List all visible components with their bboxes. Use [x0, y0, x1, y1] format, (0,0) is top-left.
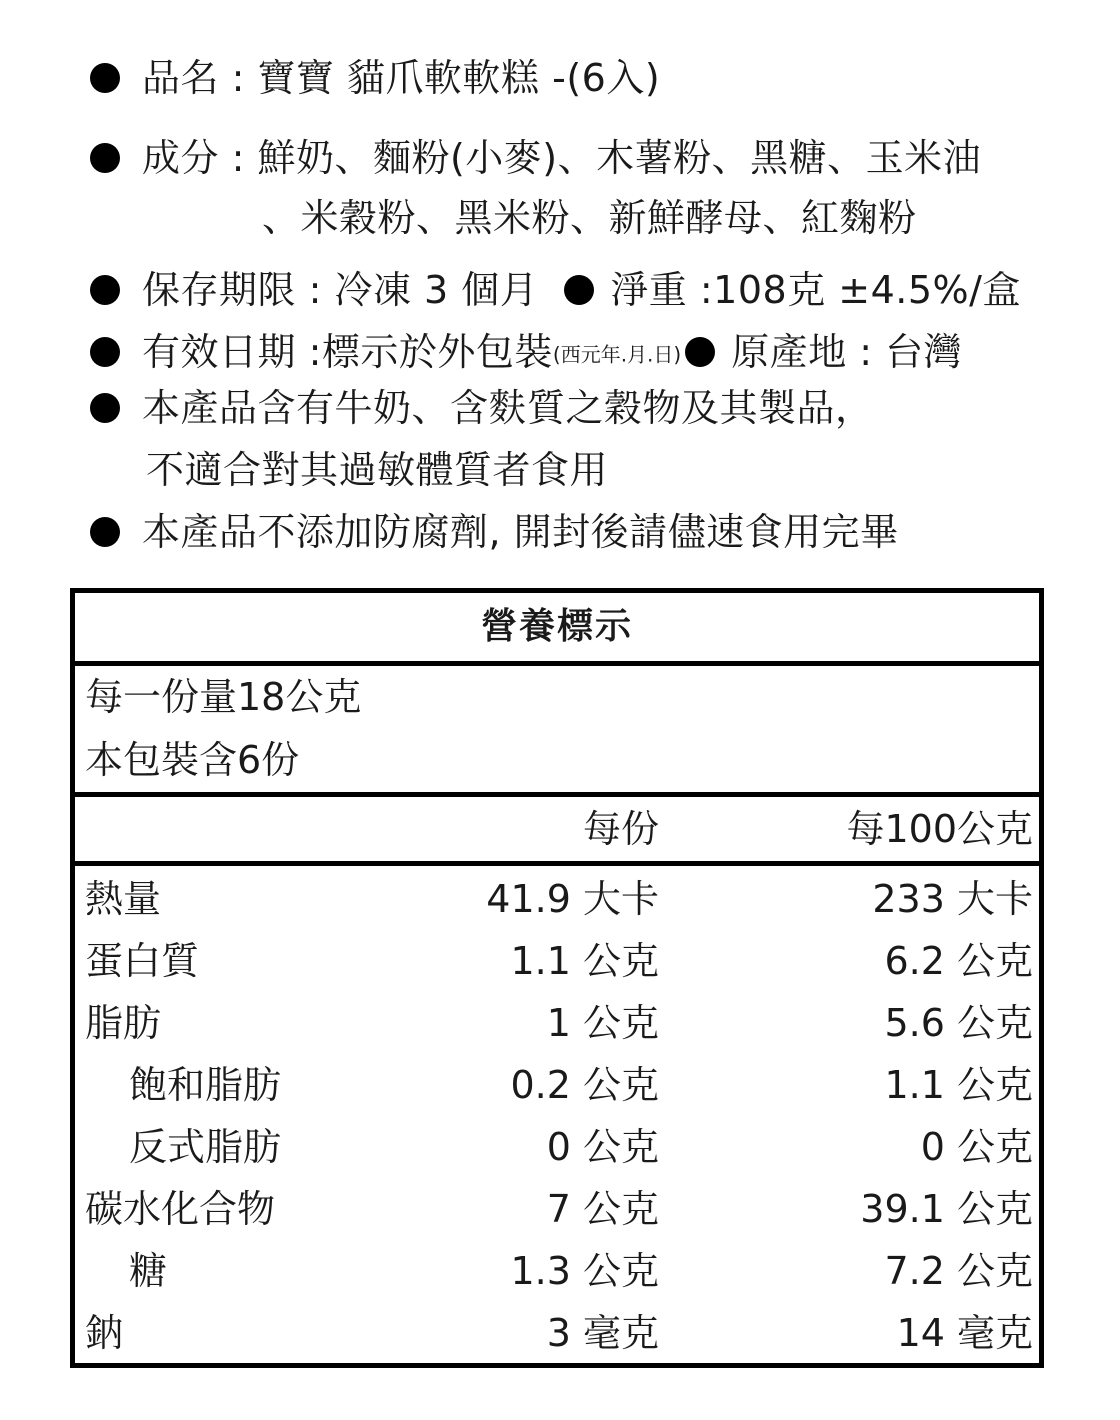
nutrient-per-serving: 0.2 公克	[510, 1063, 659, 1107]
expiry-format-note: (西元年.月.日)	[552, 342, 682, 367]
nutrient-label: 反式脂肪	[129, 1125, 282, 1169]
expiry-line	[90, 328, 962, 379]
ingredients-line-2	[262, 194, 917, 242]
nutrient-label: 脂肪	[85, 1001, 162, 1045]
preservative-text: 本產品不添加防腐劑, 開封後請儘速食用完畢	[142, 510, 899, 554]
nutrient-row-protein	[75, 930, 1039, 992]
product-name: 品名 : 寶寶 貓爪軟軟糕 -(6入)	[142, 56, 661, 100]
nutrient-row-fat	[75, 992, 1039, 1054]
serving-size: 每一份量18公克	[85, 675, 362, 719]
nutrient-per-serving: 41.9 大卡	[486, 877, 659, 921]
nutrient-row-carbohydrate	[75, 1178, 1039, 1240]
ingredients-line-1	[90, 134, 981, 182]
nutrient-per-100g: 1.1 公克	[884, 1063, 1033, 1107]
preservative-line	[90, 508, 899, 556]
serving-info	[75, 666, 1039, 797]
nutrient-label: 碳水化合物	[85, 1187, 276, 1231]
expiry-date: 有效日期 :標示於外包裝	[142, 330, 553, 374]
nutrient-row-trans-fat	[75, 1116, 1039, 1178]
nutrient-per-serving: 1.1 公克	[510, 939, 659, 983]
nutrition-rows	[75, 866, 1039, 1364]
nutrient-per-100g: 6.2 公克	[884, 939, 1033, 983]
column-header-per-100g: 每100公克	[846, 807, 1033, 851]
nutrient-per-100g: 7.2 公克	[884, 1249, 1033, 1293]
origin: 原產地 : 台灣	[731, 330, 963, 374]
nutrition-facts-table	[70, 588, 1044, 1368]
allergen-line-1	[90, 384, 874, 432]
nutrient-per-serving: 0 公克	[546, 1125, 659, 1169]
nutrient-row-sugar	[75, 1240, 1039, 1302]
nutrient-per-100g: 0 公克	[920, 1125, 1033, 1169]
nutrient-per-serving: 1 公克	[546, 1001, 659, 1045]
nutrient-label: 糖	[129, 1249, 168, 1293]
nutrient-label: 鈉	[85, 1311, 124, 1355]
shelf-life-line	[90, 266, 1021, 314]
nutrient-row-sodium	[75, 1302, 1039, 1364]
bullet-icon	[564, 275, 594, 305]
net-weight: 淨重 :108克 ±4.5%/盒	[610, 268, 1021, 312]
nutrient-label: 飽和脂肪	[129, 1063, 282, 1107]
ingredients-text-2: 、米穀粉、黑米粉、新鮮酵母、紅麴粉	[262, 196, 917, 240]
bullet-icon	[90, 517, 120, 547]
nutrient-per-100g: 233 大卡	[872, 877, 1033, 921]
bullet-icon	[685, 337, 715, 367]
nutrient-per-serving: 3 毫克	[546, 1311, 659, 1355]
nutrient-label: 熱量	[85, 877, 162, 921]
nutrition-title: 營養標示	[75, 593, 1039, 666]
allergen-line-2	[146, 446, 608, 494]
column-header-row	[75, 797, 1039, 866]
nutrient-per-100g: 14 毫克	[896, 1311, 1033, 1355]
nutrient-label: 蛋白質	[85, 939, 200, 983]
nutrient-per-100g: 39.1 公克	[860, 1187, 1033, 1231]
column-header-per-serving: 每份	[582, 807, 659, 851]
shelf-life: 保存期限 : 冷凍 3 個月	[142, 268, 539, 312]
nutrient-per-100g: 5.6 公克	[884, 1001, 1033, 1045]
product-name-line	[90, 54, 660, 102]
bullet-icon	[90, 143, 120, 173]
allergen-text-1: 本產品含有牛奶、含麩質之穀物及其製品，	[142, 386, 874, 430]
allergen-text-2: 不適合對其過敏體質者食用	[146, 448, 609, 492]
nutrient-row-saturated-fat	[75, 1054, 1039, 1116]
ingredients-text-1: 成分 : 鮮奶、麵粉(小麥)、木薯粉、黑糖、玉米油	[142, 136, 982, 180]
bullet-icon	[90, 63, 120, 93]
bullet-icon	[90, 275, 120, 305]
servings-per-pack: 本包裝含6份	[85, 738, 300, 782]
nutrient-per-serving: 1.3 公克	[510, 1249, 659, 1293]
nutrient-row-energy	[75, 868, 1039, 930]
bullet-icon	[90, 393, 120, 423]
bullet-icon	[90, 337, 120, 367]
nutrient-per-serving: 7 公克	[546, 1187, 659, 1231]
